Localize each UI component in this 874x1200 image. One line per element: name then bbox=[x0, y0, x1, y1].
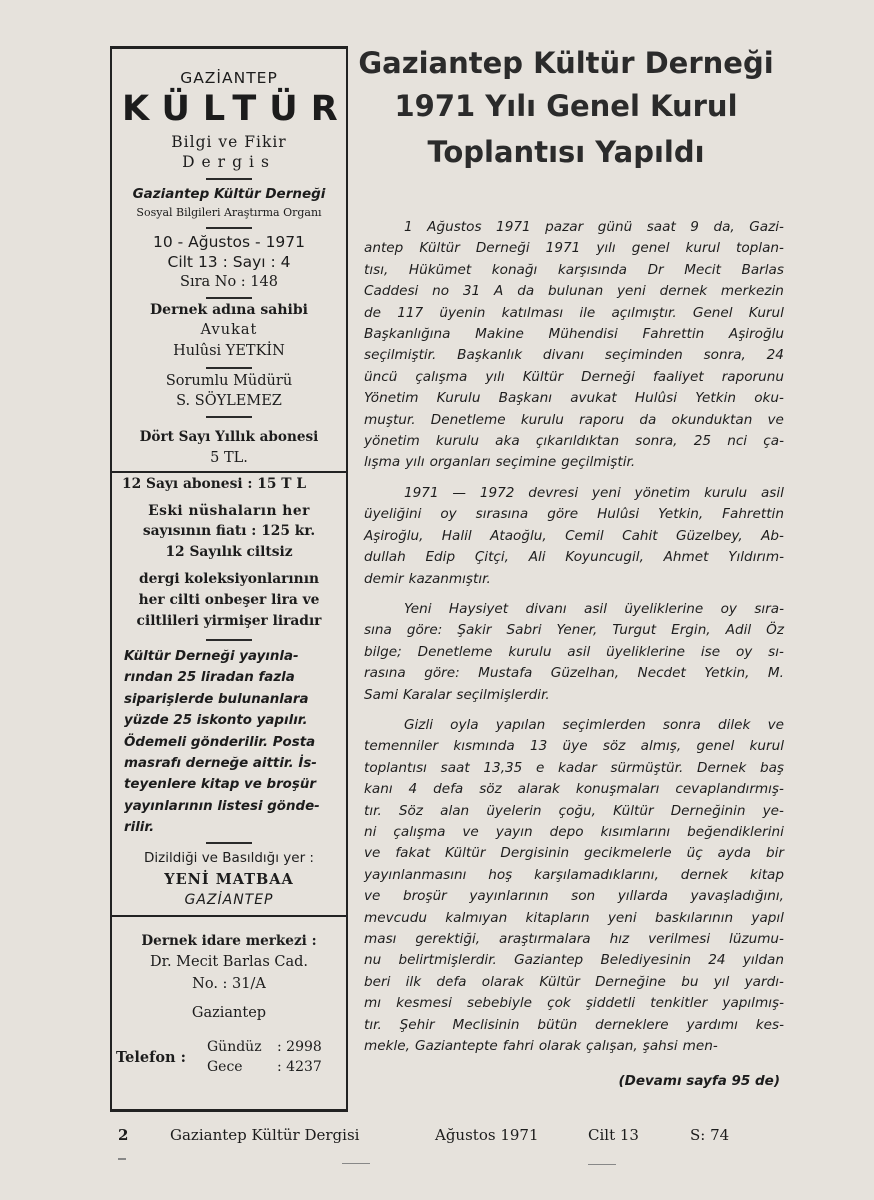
address-line: Dr. Mecit Barlas Cad. bbox=[150, 954, 308, 970]
footer-page-ref: S: 74 bbox=[690, 1126, 730, 1144]
masthead-box bbox=[110, 46, 351, 1112]
article-line: seçilmiştir. Başkanlık divanı seçiminden sonra, 24 bbox=[364, 347, 784, 364]
footer-volume: Cilt 13 bbox=[588, 1126, 639, 1144]
continued-note: (Devamı sayfa 95 de) bbox=[618, 1073, 780, 1089]
article-title-line-1: Gaziantep Kültür Derneği bbox=[358, 46, 774, 80]
discount-line: rilir. bbox=[124, 820, 155, 836]
article-line: ni çalışma ve yayın depo kısımlarını beğendiklerini bbox=[364, 824, 784, 840]
article-line: temenniler kısmında 13 üye söz almış, genel kurul bbox=[364, 738, 784, 755]
press-city: GAZİANTEP bbox=[184, 892, 274, 908]
press-name: YENİ MATBAA bbox=[164, 871, 294, 888]
divider bbox=[206, 227, 252, 229]
masthead-subtitle-2: Dergis bbox=[182, 153, 276, 171]
subscription-4-line-1: Dört Sayı Yıllık abonesi bbox=[139, 429, 319, 445]
address-city: Gaziantep bbox=[191, 1005, 267, 1021]
article-line: tır. Söz alan üyelerin çoğu, Kültür Derneğinin ye- bbox=[364, 802, 784, 819]
phone-label: Telefon : bbox=[116, 1049, 186, 1066]
editor-name: S. SÖYLEMEZ bbox=[176, 393, 282, 409]
discount-line: Ödemeli gönderilir. Posta bbox=[124, 734, 316, 750]
article-line: Yeni Haysiyet divanı asil üyeliklerine oy sıra- bbox=[404, 601, 784, 617]
divider-full bbox=[112, 915, 346, 917]
owner-name: Hulûsi YETKİN bbox=[173, 343, 285, 359]
article-line: muştur. Denetleme kurulu raporu da okunduktan ve bbox=[364, 411, 784, 428]
issue-serial: Sıra No : 148 bbox=[180, 274, 278, 290]
address-no: No. : 31/A bbox=[192, 976, 266, 992]
article-line: tısı, Hükümet konağı karşısında Dr Mecit Barlas bbox=[364, 261, 784, 278]
article-line: lışma yılı organları seçimine geçilmiştir. bbox=[364, 454, 636, 471]
article-line: Gizli oyla yapılan seçimlerden sonra dilek ve bbox=[404, 717, 784, 733]
old-issues-line-1: Eski nüshaların her bbox=[148, 503, 310, 519]
divider bbox=[206, 297, 252, 299]
collection-line-1: 12 Sayılık ciltsiz bbox=[165, 544, 293, 560]
owner-label: Dernek adına sahibi bbox=[150, 302, 308, 318]
phone-day-label: Gündüz bbox=[207, 1039, 262, 1055]
discount-line: rından 25 liradan fazla bbox=[124, 670, 295, 686]
masthead-publisher: Gaziantep Kültür Derneği bbox=[132, 186, 326, 202]
article-line: mekle, Gaziantepte fahri olarak çalışan, şahsi men- bbox=[364, 1038, 718, 1054]
collection-line-4: ciltlileri yirmişer liradır bbox=[136, 613, 322, 629]
article-line: rasına göre: Mustafa Güzelhan, Necdet Yetkin, M. bbox=[364, 665, 784, 682]
article-line: üncü çalışma yılı Kültür Derneği faaliyet raporunu bbox=[364, 368, 784, 385]
article-line: üyeliğini oy sırasına göre Hulûsi Yetkin, Fahrettin bbox=[364, 506, 784, 523]
discount-line: yüzde 25 iskonto yapılır. bbox=[124, 713, 308, 729]
discount-line: teyenlere kitap ve broşür bbox=[124, 777, 316, 793]
article-line: ve fakat Kültür Dergisinin gecikmelerle üç ayda bir bbox=[364, 845, 784, 862]
phone-night: : 4237 bbox=[277, 1059, 322, 1075]
article-line: yönetim kurulu aka çıkarıldıktan sonra, 25 nci ça- bbox=[364, 433, 784, 449]
article-line: dullah Edip Çitçi, Ali Koyuncugil, Ahmet Yıldırım- bbox=[364, 549, 784, 566]
subscription-12: 12 Sayı abonesi : 15 T L bbox=[122, 476, 307, 492]
article-line: yayınlanmasını hoş karşılamadıklarını, dernek kitap bbox=[364, 866, 784, 883]
subscription-4-line-2: 5 TL. bbox=[210, 450, 248, 466]
old-issues-line-2: sayısının fiatı : 125 kr. bbox=[142, 523, 316, 539]
discount-line: yayınlarının listesi gönde- bbox=[124, 798, 320, 814]
article-line: ve broşür yayınlarının son yıllarda yavaşladığını, bbox=[364, 888, 784, 905]
article-line: beri ilk defa olarak Kültür Derneğine bu yıl yardı- bbox=[364, 973, 784, 990]
phone-day: : 2998 bbox=[277, 1039, 322, 1055]
article-line: Yönetim Kurulu Başkanı avukat Hulûsi Yetkin oku- bbox=[364, 390, 784, 407]
divider bbox=[206, 842, 252, 844]
divider-full bbox=[112, 471, 346, 473]
article-line: Sami Karalar seçilmişlerdir. bbox=[364, 686, 550, 703]
address-label: Dernek idare merkezi : bbox=[141, 933, 317, 949]
collection-line-2: dergi koleksiyonlarının bbox=[139, 571, 319, 587]
masthead-title: KÜLTÜR bbox=[122, 89, 351, 129]
article-line: mevcudu kalmıyan kitapların yeni baskılarının yapıl bbox=[364, 909, 784, 926]
article-line: demir kazanmıştır. bbox=[364, 570, 491, 587]
article-line: Başkanlığına Makine Mühendisi Fahrettin Aşiroğlu bbox=[364, 326, 784, 342]
article-line: bilge; Denetleme kurulu asil üyeliklerine ise oy sı- bbox=[364, 643, 784, 660]
discount-line: Kültür Derneği yayınla- bbox=[124, 649, 299, 664]
article-line: kanı 4 defa söz alarak konuşmaları cevaplandırmış- bbox=[364, 781, 784, 798]
issue-date: 10 - Ağustos - 1971 bbox=[152, 233, 306, 251]
article-line: antep Kültür Derneği 1971 yılı genel kurul toplan- bbox=[364, 240, 784, 257]
masthead-city: GAZİANTEP bbox=[180, 69, 278, 87]
article-line: 1971 — 1972 devresi yeni yönetim kurulu asil bbox=[404, 485, 784, 501]
article-line: 1 Ağustos 1971 pazar günü saat 9 da, Gazi- bbox=[404, 219, 784, 235]
printed-label: Dizildiği ve Basıldığı yer : bbox=[144, 850, 314, 866]
divider bbox=[206, 178, 252, 180]
article-line: nu belirtmişlerdir. Gaziantep Belediyesinin 24 yıldan bbox=[364, 952, 784, 969]
footer-journal: Gaziantep Kültür Dergisi bbox=[170, 1126, 360, 1144]
issue-volume: Cilt 13 : Sayı : 4 bbox=[167, 253, 291, 271]
article-title-line-2: 1971 Yılı Genel Kurul bbox=[394, 89, 738, 123]
article-line: sına göre: Şakir Sabri Yener, Turgut Ergin, Adil Öz bbox=[364, 622, 784, 639]
discount-line: siparişlerde bulunanlara bbox=[124, 691, 309, 707]
article-line: de 117 üyenin katılması ile açılmıştır. Genel Kurul bbox=[364, 304, 784, 321]
scan-mark bbox=[588, 1164, 616, 1165]
page-number: 2 bbox=[118, 1126, 129, 1144]
editor-label: Sorumlu Müdürü bbox=[165, 373, 293, 389]
article-line: Caddesi no 31 A da bulunan yeni dernek merkezin bbox=[364, 283, 784, 300]
divider bbox=[206, 639, 252, 641]
masthead-organ: Sosyal Bilgileri Araştırma Organı bbox=[136, 206, 322, 219]
phone-night-label: Gece bbox=[207, 1059, 243, 1075]
article-line: Aşiroğlu, Halil Ataoğlu, Cemil Cahit Güzelbey, Ab- bbox=[364, 527, 784, 544]
masthead-subtitle-1: Bilgi ve Fikir bbox=[171, 133, 287, 151]
article-title-line-3: Toplantısı Yapıldı bbox=[427, 135, 705, 169]
article-line: tır. Şehir Meclisinin bütün derneklere yardımı kes- bbox=[364, 1016, 784, 1033]
owner-title: Avukat bbox=[200, 322, 258, 338]
divider bbox=[206, 416, 252, 418]
article-line: ması gerektiği, araştırmalara hız verilmesi lüzumu- bbox=[364, 931, 784, 947]
divider bbox=[206, 367, 252, 369]
article-line: toplantısı saat 13,35 e kadar sürmüştür. Dernek baş bbox=[364, 759, 784, 776]
scan-mark bbox=[342, 1163, 370, 1164]
collection-line-3: her cilti onbeşer lira ve bbox=[138, 592, 320, 608]
article-line: mı kesmesi sebebiyle çok şiddetli tenkitler yapılmış- bbox=[364, 995, 784, 1012]
discount-line: masrafı derneğe aittir. İs- bbox=[124, 756, 317, 771]
scan-mark bbox=[118, 1158, 126, 1160]
footer-date: Ağustos 1971 bbox=[435, 1126, 539, 1144]
